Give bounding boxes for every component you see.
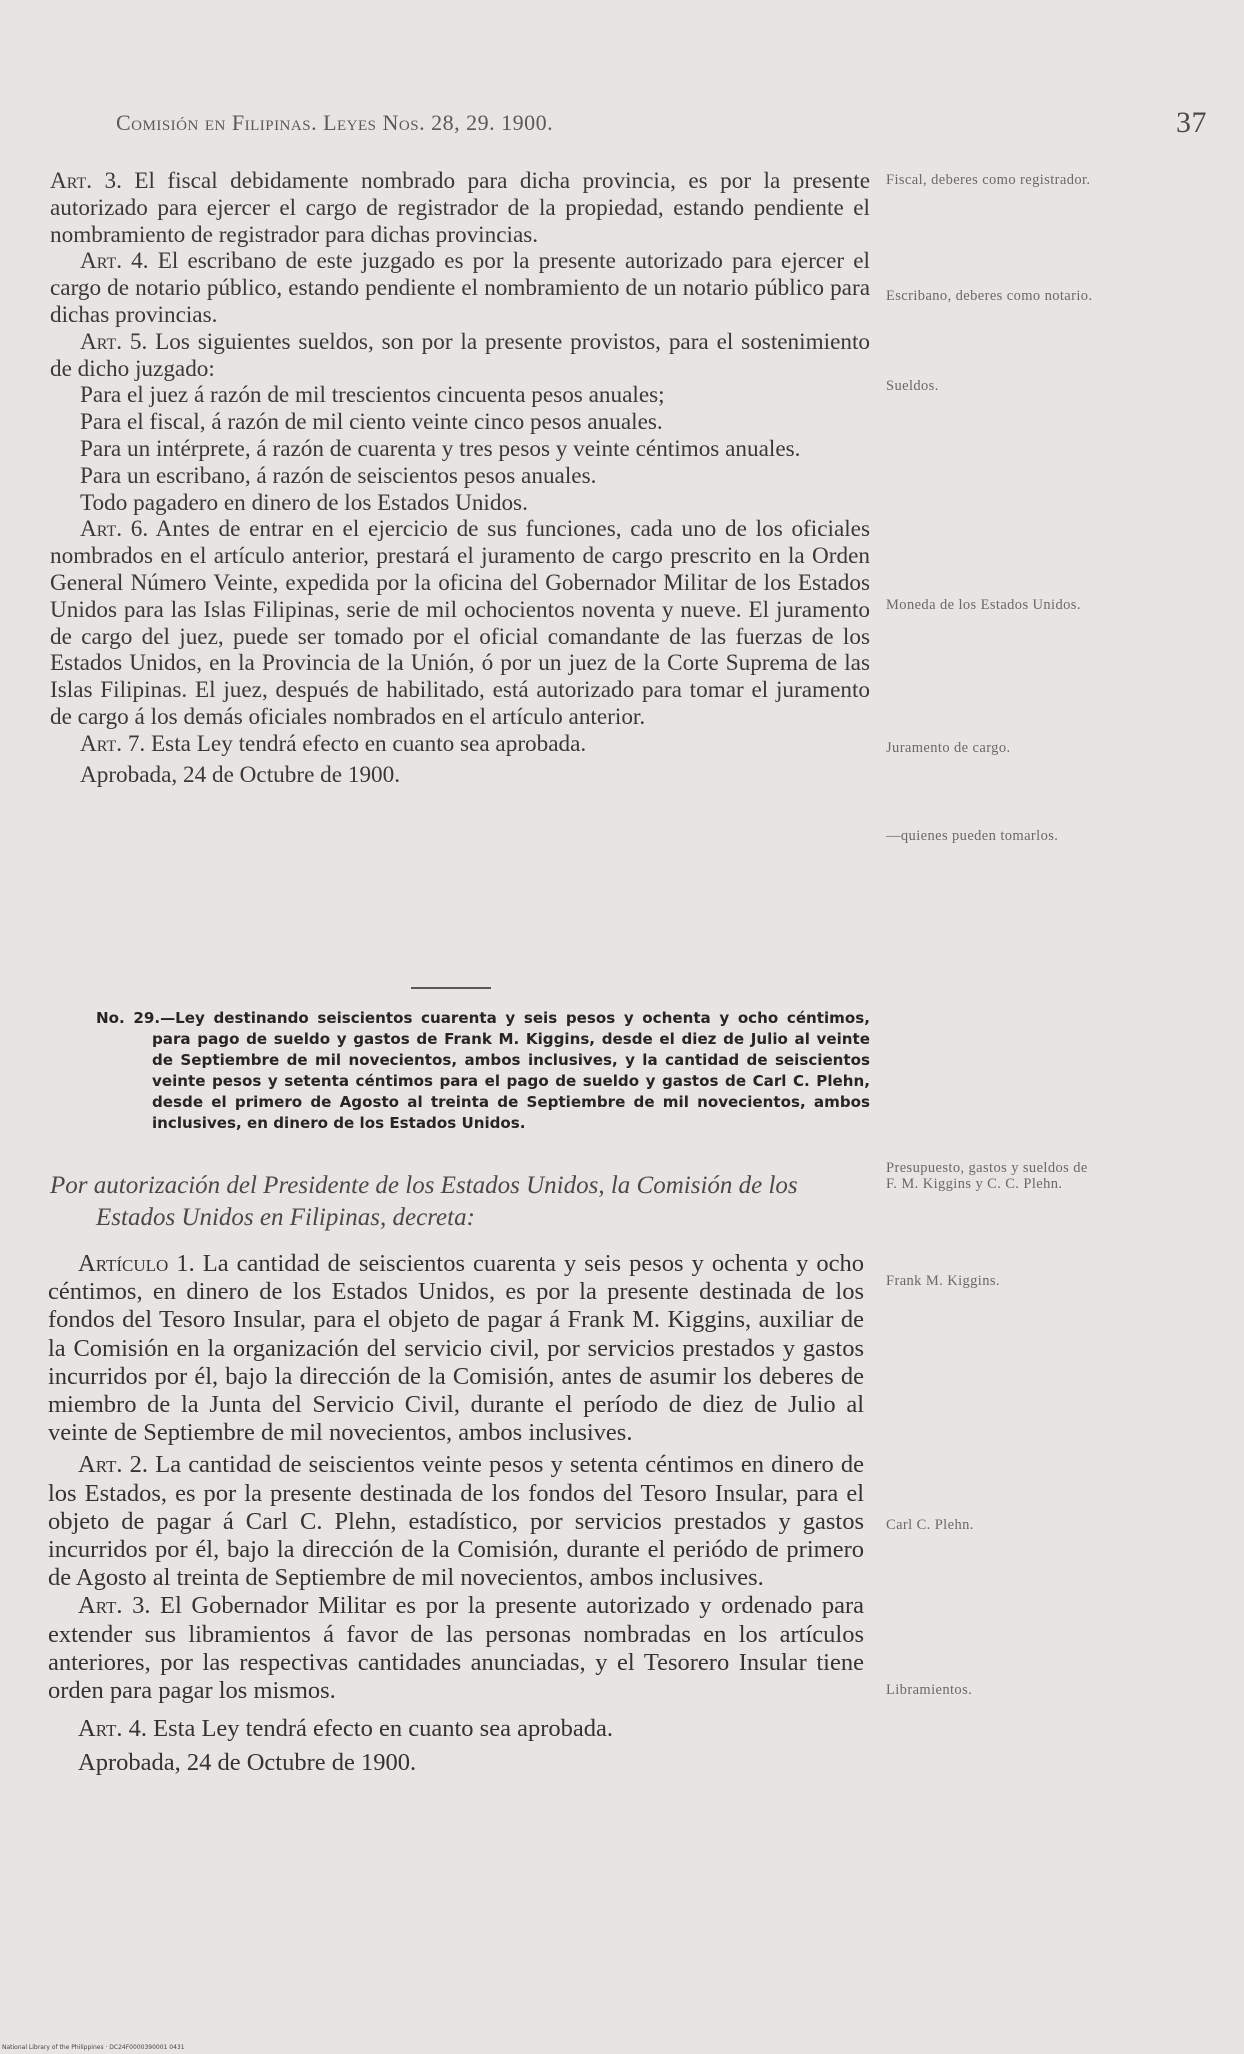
currency-clause: Todo pagadero en dinero de los Estados Unidos. [80,489,528,516]
approval-date: Aprobada, 24 de Octubre de 1900. [80,761,401,788]
page-number: 37 [1176,106,1207,139]
enacting-clause [50,1170,870,1234]
article-lead: Art. 3. [78,1592,151,1620]
margin-note-moneda: Moneda de los Estados Unidos. [886,597,1081,613]
margin-note-sueldos: Sueldos. [886,378,939,394]
margin-note-escribano: Escribano, deberes como notario. [886,288,1093,304]
salary-fiscal: Para el fiscal, á razón de mil ciento veinte cinco pesos anuales. [80,409,663,436]
article-lead: Art. 7. [80,730,146,757]
article-text: Los siguientes sueldos, son por la presente provistos, para el sostenimiento de dicho juzgado: [50,328,870,382]
article-lead: Artículo 1. [78,1250,195,1277]
article-text: El fiscal debidamente nombrado para dicha provincia, es por la presente autorizado para ejercer el cargo de registrador de la propiedad, estando pendiente el nombramiento de registrador para dichas provincias. [50,168,870,248]
law-29-body [48,1250,864,1778]
paragraph-art-5 [50,329,870,383]
margin-note-fiscal: Fiscal, deberes como registrador. [886,172,1091,188]
article-lead: Art. 2. [78,1451,149,1479]
paragraph-art-1 [48,1250,864,1447]
scan-footer: National Library of the Philippines · DC24F0000390001 0431 [2,2044,185,2051]
article-lead: Art. 4. [80,248,149,275]
margin-note-juramento: Juramento de cargo. [886,740,1011,756]
law-28-body [50,168,870,788]
article-text: El escribano de este juzgado es por la presente autorizado para ejercer el cargo de notario público, estando pendiente el nombramiento de un notario público para dichas provincias. [50,248,870,328]
paragraph-art-7 [50,731,870,758]
article-text: El Gobernador Militar es por la presente autorizado y ordenado para extender sus libramientos á favor de las personas nombradas en los artículos anteriores, por las respectivas cantidades anunciadas, y el Tesorero Insular tiene orden para pagar los mismos. [48,1592,864,1705]
article-text: Esta Ley tendrá efecto en cuanto sea aprobada. [147,1715,613,1743]
margin-note-libramientos: Libramientos. [886,1682,973,1698]
bill-title-block [96,1008,870,1134]
margin-note-presupuesto: Presupuesto, gastos y sueldos de F. M. Kiggins y C. C. Plehn. [886,1160,1088,1192]
section-divider [411,987,491,989]
article-text: La cantidad de seiscientos veinte pesos y setenta céntimos en dinero de los Estados, es por la presente destinada de los fondos del Tesoro Insular, para el objeto de pagar á Carl C. Plehn, estadístico, por servicios prestados y gastos incurridos por él, bajo la dirección de la Comisión, durante el periódo de primero de Agosto al treinta de Septiembre de mil novecientos, ambos inclusives. [48,1451,864,1592]
article-text: La cantidad de seiscientos cuarenta y seis pesos y ochenta y ocho céntimos, en dinero de los Estados Unidos, es por la presente destinada de los fondos del Tesoro Insular, para el objeto de pagar á Frank M. Kiggins, auxiliar de la Comisión en la organización del servicio civil, por servicios prestados y gastos incurridos por él, bajo la dirección de la Comisión, antes de asumir los deberes de miembro de la Junta del Servicio Civil, durante el período de diez de Julio al veinte de Septiembre de mil novecientos, ambos inclusives. [48,1250,864,1447]
article-lead: Art. 6. [80,516,149,543]
paragraph-art-4-law29 [48,1715,864,1743]
running-title: Comisión en Filipinas. Leyes Nos. 28, 29. 1900. [116,110,554,135]
article-text: Esta Ley tendrá efecto en cuanto sea aprobada. [145,730,587,757]
salary-judge: Para el juez á razón de mil trescientos cincuenta pesos anuales; [80,382,665,409]
article-lead: Art. 3. [50,168,122,194]
article-lead: Art. 4. [78,1715,148,1743]
paragraph-art-3 [50,168,870,248]
paragraph-art-3-law29 [48,1592,864,1705]
margin-note-kiggins: Frank M. Kiggins. [886,1273,1000,1289]
bill-title: No. 29.—Ley destinando seiscientos cuarenta y seis pesos y ochenta y ocho céntimos, para pago de sueldo y gastos de Frank M. Kiggins, desde el diez de Julio al veinte de Septiembre de mil novecientos, ambos inclusives, y la cantidad de seiscientos veinte pesos y setenta céntimos para el pago de sueldo y gastos de Carl C. Plehn, desde el primero de Agosto al treinta de Septiembre de mil novecientos, ambos inclusives, en dinero de los Estados Unidos. [96,1009,870,1132]
margin-note-quienes: —quienes pueden tomarlos. [886,828,1059,844]
paragraph-art-4 [50,248,870,328]
salary-clerk: Para un escribano, á razón de seiscientos pesos anuales. [80,462,597,489]
paragraph-art-6 [50,516,870,730]
paragraph-art-2 [48,1451,864,1592]
article-text: Antes de entrar en el ejercicio de sus funciones, cada uno de los oficiales nombrados en el artículo anterior, prestará el juramento de cargo prescrito en la Orden General Número Veinte, expedida por la oficina del Gobernador Militar de los Estados Unidos para las Islas Filipinas, serie de mil ochocientos noventa y nueve. El juramento de cargo del juez, puede ser tomado por el oficial comandante de las fuerzas de los Estados Unidos, en la Provincia de la Unión, ó por un juez de la Corte Suprema de las Islas Filipinas. El juez, después de habilitado, está autorizado para tomar el juramento de cargo á los demás oficiales nombrados en el artículo anterior. [50,516,870,730]
decree-text: Por autorización del Presidente de los Estados Unidos, la Comisión de los Estados Unidos en Filipinas, decreta: [50,1172,798,1231]
article-lead: Art. 5. [80,328,148,355]
margin-note-plehn: Carl C. Plehn. [886,1517,974,1533]
approval-date-law29: Aprobada, 24 de Octubre de 1900. [78,1749,417,1777]
salary-interpreter: Para un intérprete, á razón de cuarenta y tres pesos y veinte céntimos anuales. [80,435,801,462]
